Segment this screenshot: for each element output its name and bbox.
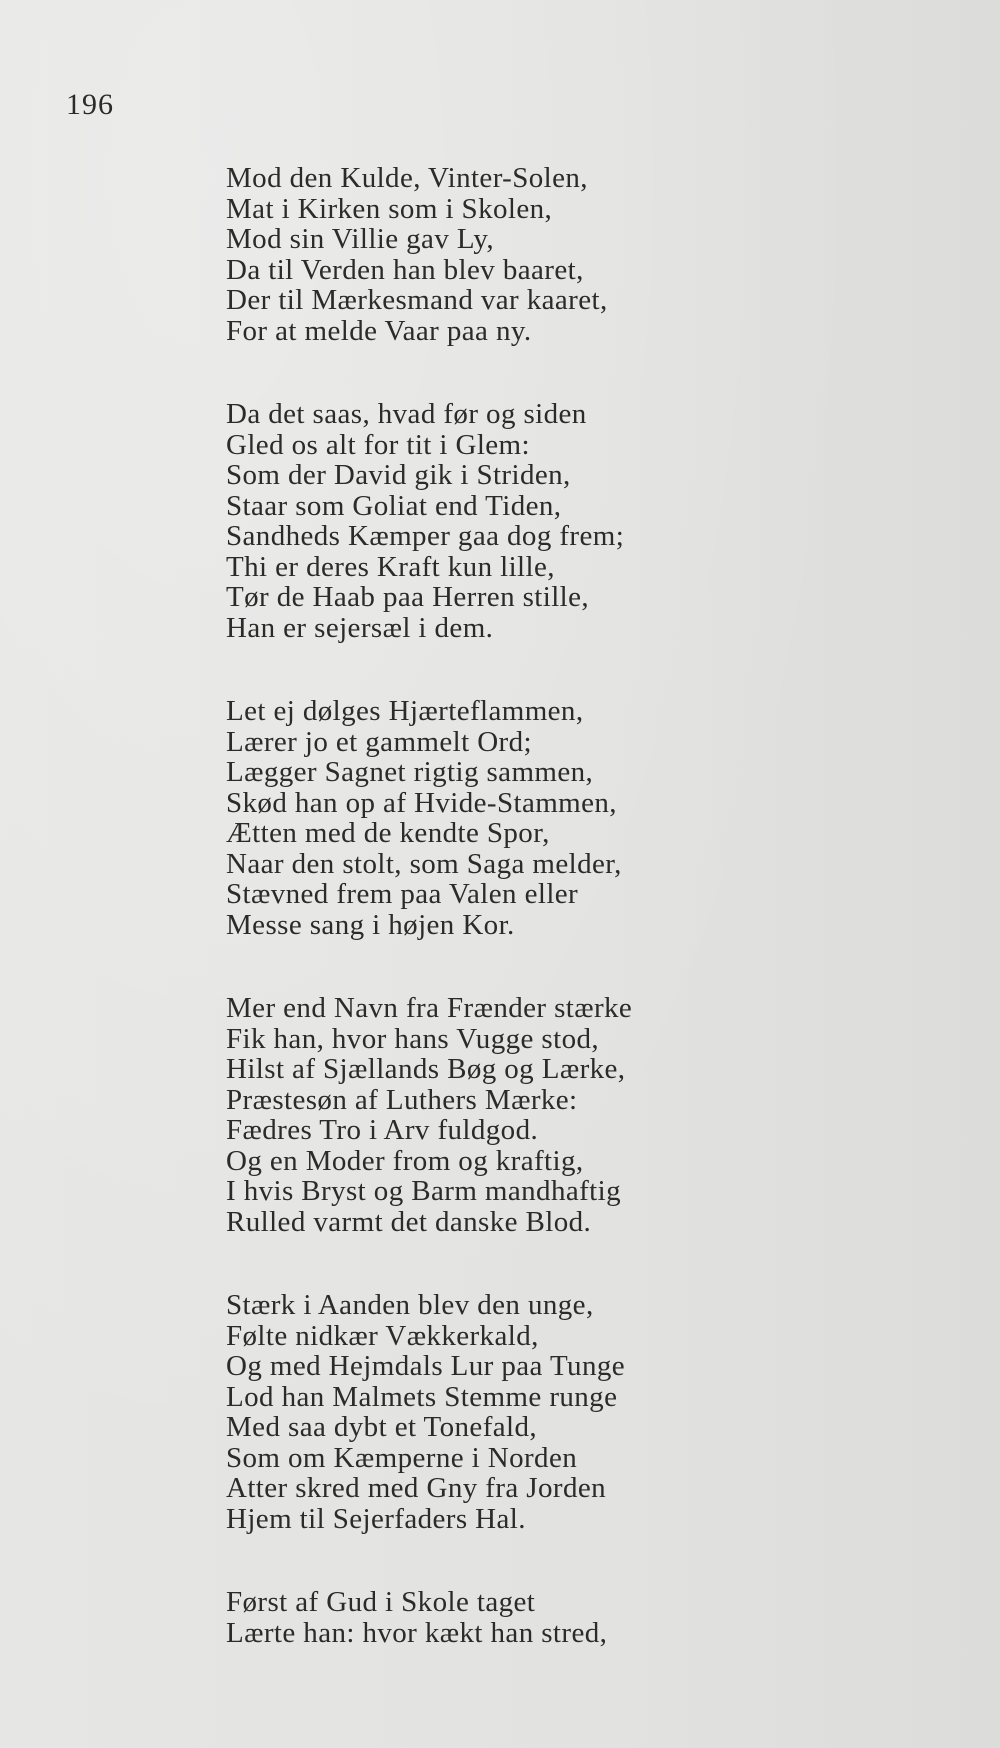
stanza-4 xyxy=(226,993,966,1237)
poem-line: Præstesøn af Luthers Mærke: xyxy=(226,1083,578,1116)
poem-line: Som om Kæmperne i Norden xyxy=(226,1441,578,1474)
stanza-2 xyxy=(226,399,966,643)
poem-line: Gled os alt for tit i Glem: xyxy=(226,428,530,461)
poem-line: Mod sin Villie gav Ly, xyxy=(226,223,495,255)
poem-line: Først af Gud i Skole taget xyxy=(226,1586,536,1618)
poem-line: Lægger Sagnet rigtig sammen, xyxy=(226,756,594,788)
poem-line: Følte nidkær Vækkerkald, xyxy=(226,1319,539,1352)
poem-line: Rulled varmt det danske Blod. xyxy=(226,1205,592,1238)
poem-line: For at melde Vaar paa ny. xyxy=(226,314,532,347)
poem-line: Staar som Goliat end Tiden, xyxy=(226,489,562,522)
poem-line: Mat i Kirken som i Skolen, xyxy=(226,192,553,225)
page-number: 196 xyxy=(66,88,114,121)
poem-line: Og med Hejmdals Lur paa Tunge xyxy=(226,1350,626,1382)
poem-line: I hvis Bryst og Barm mandhaftig xyxy=(226,1175,621,1207)
stanza-1 xyxy=(226,163,966,346)
poem-line: Mod den Kulde, Vinter-Solen, xyxy=(226,162,588,194)
poem-line: Og en Moder from og kraftig, xyxy=(226,1144,584,1177)
poem-line: Messe sang i højen Kor. xyxy=(226,908,515,941)
stanza-3 xyxy=(226,696,966,940)
poem-line: Mer end Navn fra Frænder stærke xyxy=(226,992,633,1024)
poem-text xyxy=(226,163,966,1648)
poem-line: Fædres Tro i Arv fuldgod. xyxy=(226,1114,539,1146)
poem-line: Sandheds Kæmper gaa dog frem; xyxy=(226,520,625,552)
poem-line: Thi er deres Kraft kun lille, xyxy=(226,550,555,583)
poem-line: Hilst af Sjællands Bøg og Lærke, xyxy=(226,1053,626,1085)
poem-line: Som der David gik i Striden, xyxy=(226,459,571,491)
stanza-5 xyxy=(226,1290,966,1534)
poem-line: Ætten med de kendte Spor, xyxy=(226,817,550,849)
poem-line: Der til Mærkesmand var kaaret, xyxy=(226,284,608,316)
poem-line: Stævned frem paa Valen eller xyxy=(226,878,579,910)
poem-line: Skød han op af Hvide-Stammen, xyxy=(226,786,617,819)
poem-line: Fik han, hvor hans Vugge stod, xyxy=(226,1022,600,1055)
poem-line: Atter skred med Gny fra Jorden xyxy=(226,1472,607,1504)
poem-line: Naar den stolt, som Saga melder, xyxy=(226,847,622,880)
poem-line: Stærk i Aanden blev den unge, xyxy=(226,1289,594,1321)
poem-line: Hjem til Sejerfaders Hal. xyxy=(226,1502,526,1535)
stanza-6 xyxy=(226,1587,966,1648)
poem-line: Lod han Malmets Stemme runge xyxy=(226,1380,618,1413)
poem-line: Tør de Haab paa Herren stille, xyxy=(226,581,590,613)
poem-line: Med saa dybt et Tonefald, xyxy=(226,1411,538,1443)
poem-line: Let ej dølges Hjærteflammen, xyxy=(226,695,584,727)
poem-line: Lærer jo et gammelt Ord; xyxy=(226,725,532,758)
poem-line: Da det saas, hvad før og siden xyxy=(226,398,587,430)
poem-line: Da til Verden han blev baaret, xyxy=(226,253,584,286)
poem-line: Lærte han: hvor kækt han stred, xyxy=(226,1616,608,1649)
poem-line: Han er sejersæl i dem. xyxy=(226,611,494,644)
